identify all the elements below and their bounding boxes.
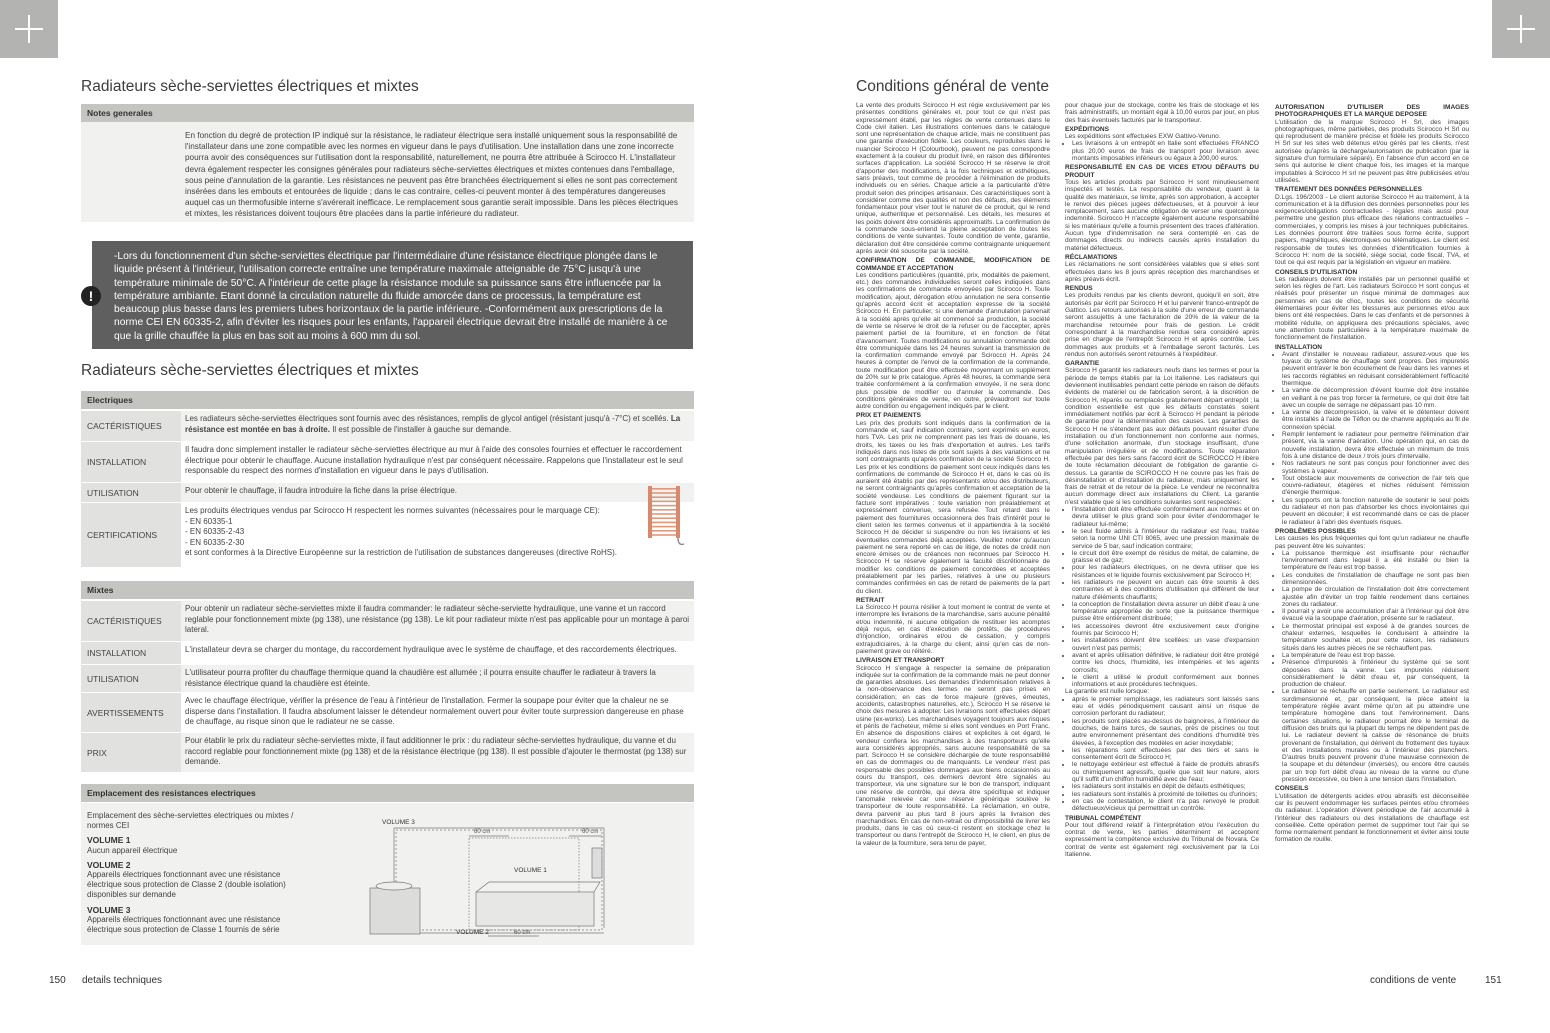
condition-heading: EXPÉDITIONS: [1065, 125, 1110, 133]
spec-row-text-extra: Il est possible de l'installer à gauche sur demande.: [332, 424, 512, 434]
bathtub-rim: [476, 882, 600, 892]
radiator-left-rail: [648, 486, 652, 538]
condition-list-item: • La pompe de circulation de l'installation doit être correctement ajustée afin d'éviter un trop faible rendement dans certaines zones du radiateur.: [1282, 586, 1469, 608]
notes-header: Notes generales: [81, 104, 694, 122]
condition-list-item: • les radiateurs sont installés à proximité de toilettes ou d'urinoirs;: [1072, 791, 1259, 798]
diagram-label-volume-3: VOLUME 3: [382, 819, 415, 826]
spec-row-text-main: L'installateur devra se charger du montage, du raccordement hydraulique avec le système de chauffage, et des raccordements électriques.: [185, 645, 677, 654]
spec-row-text-main: Pour établir le prix du radiateur sèche-serviettes mixte, il faut additionner le prix : du radiateur sèche-serviettes hydraulique, du vanne et du raccord reglable pour fonctionnement mixte (pg 138) et de la résistance électrique (pg 138). Il est possible d'ajouter le thermostat (pg 138) sur demande.: [185, 736, 687, 766]
warning-text: -Lors du fonctionnement d'un sèche-serviettes électrique par l'intermédiaire d'une résistance électrique plongée dans le liquide présent à l'intérieur, l'utilisation correcte entraîne une température maximale atteignable de 75°C jusqu'à une température minimale de 50°C. A l'intérieur de cette plage la résistance module sa puissance sans être influencée par la température ambiante. Etant donné la circulation naturelle du fluide amorcée dans ce processus, la température est beaucoup plus basse dans les premiers tubes horizontaux de la partie inférieure. -Conformément aux prescriptions de la norme CEI EN 60335-2, afin d'éviter les risques pour les enfants, l'appareil électrique devrait être installé de manière à ce que la grille chauffée la plus en bas soit au moins à 600 mm du sol.: [114, 251, 668, 342]
radiator-bar: [652, 513, 676, 515]
condition-heading: RENDUS: [1065, 285, 1093, 293]
condition-list-item: • La puissance thermique est insuffisante pour réchauffer l'environnement dans lequel il a été installé ou bien la température de l'eau est trop basse.: [1282, 550, 1469, 572]
radiator-bar: [652, 522, 676, 524]
volume-3-title: VOLUME 3: [87, 904, 131, 915]
footer-left-page-number: 150: [49, 975, 66, 986]
spec-row-text-main: Les radiateurs sèche-serviettes électriques sont fournis avec des résistances, remplis de glycol antigel (résistant jusqu'à -7°C) et scellés.: [185, 414, 669, 423]
condition-paragraph: L'utilisation de détergents acides et/ou abrasifs est déconseillée car ils peuvent endommager les surfaces peintes et/ou chromées du radiateur. L'opération d'évent périodique de l'air accumulé à l'intérieur des radiateurs ou des installations de chauffage est conseillée. Cette opération permet de supprimer tout l'air qui se forme normalement pendant le fonctionnement et éviter ainsi toute formation de rouille.: [1275, 792, 1469, 844]
condition-heading: AUTORISATION D'UTILISER DES IMAGES PHOTOGRAPHIQUES ET LA MARQUE DEPOSEE: [1275, 104, 1469, 119]
radiator-bar: [652, 501, 676, 503]
radiator-bar: [652, 534, 676, 536]
spec-row-text: [185, 414, 692, 435]
spec-row: [81, 483, 694, 503]
warning-box: [92, 241, 693, 349]
radiator-bar: [652, 530, 676, 532]
volume-2-text: Appareils électriques fonctionnant avec une résistance électrique sous protection de Classe 2 (double isolation) disponibles sur demande: [87, 870, 286, 900]
spec-row-list-item: - EN 60335-2-43: [185, 527, 245, 536]
spec-row-label: INSTALLATION: [81, 642, 181, 664]
conditions-column-2: [1065, 102, 1259, 858]
condition-list-item: • Il pourrait y avoir une accumulation d'air à l'intérieur qui doit être évacué via la soupape d'aération, présente sur le radiateur.: [1282, 608, 1469, 623]
radiator-bar: [652, 492, 676, 494]
corner-plus-tab-right[interactable]: [1492, 0, 1550, 58]
spec-row-label: PRIX: [81, 733, 181, 772]
condition-list-item: • Nos radiateurs ne sont pas conçus pour fonctionner avec des systèmes à vapeur.: [1282, 460, 1469, 475]
diagram-label-volume-1: VOLUME 1: [514, 867, 547, 874]
conditions-column-3: [1275, 102, 1469, 844]
condition-heading: RÉCLAMATIONS: [1065, 253, 1118, 261]
condition-list-item: • le circuit doit être exempt de résidus de métal, de calamine, de graisse et de gaz;: [1072, 550, 1259, 565]
diagram-dim-3: 60 cm: [514, 930, 531, 936]
warning-icon: !: [81, 286, 101, 306]
spec-row-text-bold: La résistance est montée en bas à droite.: [185, 414, 681, 434]
condition-paragraph: Scirocco H garantit les radiateurs neufs dans les termes et pour la période de temps établis par la Loi Italienne. Les radiateurs qui deviennent inutilisables pendant cette période en raison de défauts évidents de matériel ou de fabrication seront, à la discrétion de Scirocco H, réparés ou remplacés gratuitement départ entrepôt ; la condition essentielle est que les défauts constatés soient immédiatement notifiés par écrit à Scirocco H pendant la période de garantie pour la détermination des causes. Les garanties de Scirocco H ne s'étendent pas aux défauts pouvant résulter d'une installation ou d'un fonctionnement non conforme aux normes, d'une sollicitation anormale, d'un stockage insuffisant, d'une manipulation irrégulière et de modifications. Toute réparation effectuée par des tiers sans l'accord écrit de SCIROCCO H libère de toute réclamation découlant de l'obligation de garantie ci-dessus. La garantie de SCIROCCO H ne couvre pas les frais de désinstallation et d'installation du radiateur, mais uniquement les frais de retrait et de retour de la pièce. Le vendeur ne reconnaîtra aucun dommage direct aux installations du Client. La garantie n'est valable que si les conditions suivantes sont respectées:: [1065, 367, 1259, 506]
condition-paragraph: L'utilisation de la marque Scirocco H Srl, des images photographiques, même partielles, des produits Scirocco H Srl ou qui reproduisent de manière précise et fidèle les produits Scirocco H Srl sur les sites web détenus et/ou gérés par les clients, n'est autorisée qu'après la décharge/autorisation de publication (par la signature d'un formulaire séparé). En l'absence d'un accord en ce sens qui autorise le client chaque fois, les images et la marque imputables à Scirocco H srl ne peuvent pas être publicisées et/ou utilisées.: [1275, 118, 1469, 184]
condition-list-item: • La vanne de décompression d'évent fournie doit être installée en veillant à ne pas trop forcer la fermeture, ce qui doit être fait avec un couple de serrage ne dépassant pas 10 mm.: [1282, 387, 1469, 409]
condition-paragraph: Les produits rendus par les clients devront, quoiqu'il en soit, être autorisés par écrit par Scirocco H et lui parvenir franco-entrepôt de Gattico. Les retours autorisés à la suite d'une erreur de commande seront assujettis à une facturation de 20% de la valeur de la marchandise retournée pour frais de gestion. Le crédit correspondant à la marchandise rendue sera considéré après prise en charge de l'entrepôt Scirocco H et après contrôle. Les dommages aux produits et à l'emballage seront facturés. Les rendus non autorisés seront retournés à l'expéditeur.: [1065, 292, 1259, 358]
volume-1-title: VOLUME 1: [87, 835, 131, 846]
footer-left-section: details techniques: [82, 975, 163, 986]
condition-paragraph: Pour tout différend relatif à l'interprétation et/ou l'exécution du contrat de vente, les parties déterminent et acceptent expressément la compétence exclusive du Tribunal de Novara. Ce contrat de vente est également régi exclusivement par la Loi Italienne.: [1065, 821, 1259, 858]
bullet-list: [1065, 506, 1259, 688]
mixtes-header: Mixtes: [81, 581, 694, 599]
condition-list-item: • Présence d'impuretés à l'intérieur du système qui se sont déposées dans la vanne. Les impuretés réduisent considérablement le débit d'eau et, par conséquent, la production de chaleur.: [1282, 659, 1469, 688]
footer-right-page-number: 151: [1485, 975, 1502, 986]
page-title-right: Conditions général de vente: [856, 78, 1050, 95]
condition-list-item: • avant et après utilisation définitive, le radiateur doit être protégé contre les chocs, l'humidité, les intempéries et les agents corrosifs;: [1072, 652, 1259, 674]
radiator-bar: [652, 517, 676, 519]
spec-row-text-main: Les produits électriques vendus par Scirocco H respectent les normes suivantes (nécessaires pour le marquage CE):: [185, 506, 600, 515]
bullet-list: [1275, 351, 1469, 526]
spec-row-text: [185, 736, 692, 768]
radiator-bar: [652, 505, 676, 507]
condition-list-item: • le nettoyage extérieur est effectué à l'aide de produits abrasifs ou chimiquement agressifs, quelle que soit leur nature, alors qu'il suffit d'un chiffon humidifié avec de l'eau;: [1072, 761, 1259, 783]
condition-list-item: • les radiateurs sont installés en dépit de défauts esthétiques;: [1072, 783, 1259, 790]
condition-paragraph: Les radiateurs doivent être installés par un personnel qualifié et selon les règles de l'art. Les radiateurs Scirocco H sont conçus et réalisés pour présenter un risque minimal de dommages aux personnes en cas de choc, toutes les conditions de sécurité élémentaires pour éviter les blessures aux personnes et/ou aux biens ont été respectées. Dans le cas d'enfants et de personnes à mobilité réduite, on appliquera des précautions spéciales, avec une attention toute particulière à la température maximale de fonctionnement de l'installation.: [1275, 275, 1469, 342]
condition-heading: RESPONSABILITÉ EN CAS DE VICES ET/OU DÉFAUTS DU PRODUIT: [1065, 164, 1259, 179]
footer-right-section: conditions de vente: [1370, 975, 1457, 986]
bathtub: [476, 892, 594, 926]
condition-list-item: • La vanne de décompression, la valve et le détenteur doivent être installés à l'aide de Téflon ou de chanvre appliqués au fil de connexion spécial.: [1282, 409, 1469, 431]
condition-list-item: • Remplir lentement le radiateur pour permettre l'élimination d'air présent, via la vanne d'aération. Une opération qui, en cas de nouvelle installation, devra être effectuée un minimum de trois fois à une distance de deux / trois jours d'intervalle.: [1282, 431, 1469, 460]
section-title-electriques: Radiateurs sèche-serviettes électriques et mixtes: [81, 362, 419, 379]
spec-row: [81, 442, 694, 483]
spec-row-text: [185, 506, 692, 559]
condition-heading: GARANTIE: [1065, 360, 1100, 368]
spec-row-label: UTILISATION: [81, 483, 181, 502]
condition-list-item: • après le premier remplissage, les radiateurs sont laissés sans eau et vidés périodiquement causant ainsi un risque de corrosion perforant du radiateur;: [1072, 696, 1259, 718]
spec-row-list-item: - EN 60335-1: [185, 516, 233, 526]
bathroom-volume-diagram: [364, 808, 614, 942]
spec-row-text: [185, 696, 692, 728]
bullet-list: [1065, 696, 1259, 813]
spec-row-label: AVERTISSEMENTS: [81, 693, 181, 732]
condition-list-item: • les réparations sont effectuées par des tiers et sans le consentement écrit de Scirocco H;: [1072, 747, 1259, 762]
spec-row-label: CERTIFICATIONS: [81, 503, 181, 567]
condition-list-item: • Avant d'installer le nouveau radiateur, assurez-vous que les tuyaux du système de chauffage sont propres. Des impuretés peuvent entraver le bon écoulement de l'eau dans les vannes et les raccords réglables en réduisant considérablement l'efficacité thermique.: [1282, 351, 1469, 387]
radiator-bar: [652, 526, 676, 528]
spec-row-text: [185, 604, 692, 636]
spec-row-label: INSTALLATION: [81, 442, 181, 482]
condition-heading: RETRAIT: [856, 596, 885, 604]
diagram-dim-2: 60 cm: [582, 829, 599, 835]
conditions-column-1: [856, 102, 1050, 847]
notes-box: [81, 122, 694, 222]
condition-paragraph: Les causes les plus fréquentes qui font qu'un radiateur ne chauffe pas peuvent être les suivantes:: [1275, 535, 1469, 550]
bullet-list: [1275, 550, 1469, 784]
condition-list-item: • les installations doivent être scellées: un vase d'expansion ouvert n'est pas permis;: [1072, 637, 1259, 652]
bullet-list: [1065, 140, 1259, 162]
corner-plus-tab-left[interactable]: [0, 0, 58, 58]
spec-row: [81, 693, 694, 733]
radiator-bars: [652, 488, 676, 536]
spec-row: [81, 642, 694, 665]
spec-row-label: UTILISATION: [81, 665, 181, 692]
spec-row-text-main: Il faudra donc simplement installer le radiateur sèche-serviettes électrique au mur à l'aide des consoles fournies et effectuer le raccordement électrique pour obtenir le chauffage. Aucune installation hydraulique n'est par conséquent nécessaire. Rappelons que l'installateur est le seul responsable du respect des normes d'installation en vigueur dans le pays d'utilisation.: [185, 445, 683, 475]
spec-row-text: [185, 445, 692, 477]
condition-list-item: • les accessoires devront être exclusivement ceux d'origine fournis par Scirocco H;: [1072, 623, 1259, 638]
condition-paragraph: Les conditions particulières (quantité, prix, modalités de paiement, etc.) des commandes individuelles seront celles indiquées dans les confirmations de commande envoyées par Scirocco H. Toute modification, ajout, dérogation et/ou annulation ne sera consentie qu'après accord écrit et acceptation expresse de la société Scirocco H. En particulier, si une demande d'annulation parvenait à la société après qu'elle ait commencé sa production, la société de vente se réserve le droit de la refuser ou de l'accepter, après paiement partiel de la fourniture, et en fonction de l'état d'avancement. Toutes modifications ou annulation commande doit être communiquée dans les 24 heures suivant la transmission de la confirmation commande envoyé par Scirocco H. Après 24 heures à compter de l'envoi de la confirmation de la commande, toute modification peut être effectuée moyennant un supplément de 20% sur le prix catalogue. Après 48 heures, la commande sera traitée conformément à la confirmation envoyée, il ne sera donc plus possible de modifier ou d'annuler la commande. Des conditions générales de vente, en outre, prévaudront sur toute autre condition ou engagement indiqués par le client.: [856, 271, 1050, 411]
spec-row-list-item: - EN 60335-2-30: [185, 537, 245, 547]
condition-paragraph: pour chaque jour de stockage, contre les frais de stockage et les frais administratifs, un montant égal à 10,00 euros par jour, en plus des frais éventuels facturés par le transporteur.: [1065, 102, 1259, 124]
condition-list-item: • l'installation doit être effectuée conformément aux normes et on devra utiliser le plus grand soin pour éviter d'endommager le radiateur lui-même;: [1072, 506, 1259, 528]
spec-row-text: [185, 645, 692, 656]
towel-radiator-illustration: [642, 484, 688, 548]
condition-heading: LIVRAISON ET TRANSPORT: [856, 657, 945, 665]
condition-paragraph: La vente des produits Scirocco H est régie exclusivement par les présentes conditions générales et, pour tout ce qui n'est pas expressément établi, par les règles de vente contenues dans le Code civil italien. Les illustrations contenues dans le catalogue sont une représentation de chaque article, mais ne constituent pas une garantie d'exécution fidèle. Les couleurs, reproduites dans le nuancier Scirocco H (Colourbook), peuvent ne pas correspondre exactement à la couleur du produit livré, en raison des différentes surfaces d'application. La société Scirocco H se réserve le droit d'apporter des modifications, à la fois techniques et esthétiques, sans préavis, tout comme de procéder à l'élimination de produits individuels ou en séries. Chaque article a la particularité d'être produit selon des principes artisanaux. Ces caractéristiques sont à considérer comme des qualités et non des défauts, des éléments fondamentaux pour viser tout le naturel de ce produit, qui le rend unique, authentique et personnalisé. Les détails, les mesures et les poids doivent être considérés approximatifs. La confirmation de la commande sous-entend la pleine acceptation de toutes les conditions de vente suivantes. Toute condition de vente, garantie, déclaration doit être considérée comme contraignante uniquement après avoir été souscrite par la société.: [856, 102, 1050, 255]
condition-paragraph: Les réclamations ne sont considérées valables que si elles sont effectuées dans les 8 jours après réception des marchandises et après préavis écrit.: [1065, 261, 1259, 283]
radiator-bar: [652, 488, 676, 490]
condition-paragraph: D.Lgs. 196/2003 - Le client autorise Scirocco H au traitement, à la communication et à la diffusion des données personnelles pour les exigences/obligations contractuelles - légales mais aussi pour permettre une gestion plus efficace des relations contractuelles – commerciales, y compris les mises à jour techniques publicitaires. Les données pourront être traitées sous forme écrite, support papiers, magnétiques, électroniques ou télématiques. Le client est responsable de toutes les données d'identification fournies à Scirocco H: nom de la société, siège social, code fiscal, TVA, et tout ce qui est requis par la législation en vigueur en matière.: [1275, 193, 1469, 267]
spec-row: [81, 733, 694, 773]
radiator-cable: [678, 538, 684, 544]
sink-cabinet: [370, 888, 420, 934]
radiator-bar: [652, 496, 676, 498]
condition-list-item: • la conception de l'installation devra assurer un débit d'eau à une température appropriée de sorte que la puissance thermique puisse être entièrement distribuée;: [1072, 601, 1259, 623]
condition-heading: TRAITEMENT DES DONNÉES PERSONNELLES: [1275, 186, 1422, 194]
condition-list-item: • les produits sont placés au-dessus de baignoires, à l'intérieur de douches, de bains turcs, de saunas, près de piscines ou tout autre environnement présentant des conditions d'humidité très élevées, à l'exception des modèles en acier inoxydable;: [1072, 718, 1259, 747]
diagram-label-volume-2: VOLUME 2: [456, 929, 489, 936]
electriques-header: Electriques: [81, 391, 694, 409]
condition-list-item: • Le thermostat principal est exposé à de grandes sources de chaleur externes, lesquelles le conduisent à atteindre la température souhaitée et, pour cette raison, les radiateurs situés dans les autres pièces ne se réchauffent pas.: [1282, 623, 1469, 652]
volume-1-text: Aucun appareil électrique: [87, 845, 178, 855]
condition-list-item: • les radiateurs ne peuvent en aucun cas être soumis à des contraintes et à des conditions d'utilisation qui diffèrent de leur nature d'éléments chauffants;: [1072, 579, 1259, 601]
radiator-right-rail: [676, 486, 680, 538]
spec-row-label: CACTÉRISTIQUES: [81, 601, 181, 641]
condition-list-item: • La température de l'eau est trop basse.: [1282, 652, 1469, 659]
condition-paragraph: Les prix des produits sont indiqués dans la confirmation de la commande et, sauf indication contraire, sont exprimés en euros, hors TVA. Les prix ne comprennent pas les frais de douane, les droits, les taxes ou les frais d'exportation et autres. Les tarifs indiqués dans nos listes de prix sont sujets à des variations et ne sont contraignants qu'après confirmation de la société Scirocco H. Les prix et les conditions de paiement sont ceux indiqués dans les confirmations de commande de Scirocco H et, dans le cas où ils auraient été établis par des représentants et/ou des distributeurs, ne seront contraignants qu'après confirmation et acceptation de la société vendeuse. Les conditions de paiement figurant sur la facture sont impératives : toute variation non préalablement et expressément convenue, sera refusée. Tout retard dans le paiement des fournitures occasionnera des frais d'intérêt pour le client selon les termes convenus et il appartiendra à la société Scirocco H de décider si suspendre ou non les livraisons et les éventuelles commandes déjà acceptées. Veuillez noter qu'aucun paiement ne sera reporté en cas de litige, de notes de crédit non encore émises ou de créances non reconnues par Scirocco H. Scirocco H se réserve également la faculté discrétionnaire de modifier les conditions de paiement concordées et acceptées préalablement par les parties, relatives à une ou plusieurs commandes confirmées en cas de retard de paiements de la part du client.: [856, 419, 1050, 595]
spec-row-text-main: Pour obtenir un radiateur sèche-serviettes mixte il faudra commander: le radiateur sèche-serviette hydraulique, une vanne et un raccord reglable pour fonctionnement mixte (pg 138), une résistance (pg 138). Le kit pour radiateur mixte n'est pas applicable pour un montage à paroi lateral.: [185, 604, 690, 634]
condition-heading: CONFIRMATION DE COMMANDE, MODIFICATION DE COMMANDE ET ACCEPTATION: [856, 257, 1050, 272]
condition-heading: CONSEILS D'UTILISATION: [1275, 268, 1358, 276]
condition-paragraph: Tous les articles produits par Scirocco H sont minutieusement inspectés et testés. La responsabilité du vendeur, quant à la qualité des matériaux, se limite, après son approbation, à accepter le renvoi des pièces jugées défectueuses, et à pourvoir à leur remplacement, sans aucune obligation de verser une quelconque indemnité. Scirocco H n'accepte également aucune responsabilité si les matériaux qu'elle a fournis présentent des traces d'altération. Aucun type d'indemnisation ne sera contemplé en cas de dommages directs ou indirects causés après installation du matériel défectueux.: [1065, 178, 1259, 252]
condition-paragraph: Les expéditions sont effectuées EXW Gattivo-Veruno.: [1065, 133, 1221, 141]
spec-row: [81, 665, 694, 693]
condition-heading: TRIBUNAL COMPÉTENT: [1065, 814, 1142, 822]
spec-row: [81, 411, 694, 442]
spec-row-text-main: Pour obtenir le chauffage, il faudra introduire la fiche dans la prise électrique.: [185, 486, 458, 495]
spec-row: [81, 503, 694, 568]
condition-heading: PROBLÈMES POSSIBLES: [1275, 527, 1356, 535]
emplacement-intro: Emplacement des sèche-serviettes electriques ou mixtes / normes CEI: [87, 811, 294, 831]
sink-basin: [376, 882, 412, 890]
condition-list-item: • Le radiateur se réchauffe en partie seulement. Le radiateur est surdimensionné et, par conséquent, la pièce atteint la température réglée avant même qu'on ait pu atteindre une température homogène dans tout l'environnement. Dans certaines situations, le radiateur pourrait être le terminal de diffusion des bruits qui la plupart du temps ne dépendent pas de lui. Le radiateur devient la caisse de résonance de bruits provenant de l'installation, qui dérivent du frottement des tuyaux et des installations murales ou à l'intérieur des planchers. D'autres bruits peuvent provenir d'une mauvaise connexion de la soupape et du détendeur (inversés), ou encore être causés par un trop fort débit d'eau au niveau de la vanne ou d'une pression excessive, ou bien à une tension dans l'installation.: [1282, 688, 1469, 783]
volume-3-text: Appareils électriques fonctionnant avec une résistance électrique sous protection de Classe 1 fournis de série: [87, 914, 281, 935]
condition-heading: CONSEILS: [1275, 785, 1309, 793]
condition-paragraph: Scirocco H s'engage à respecter la semaine de préparation indiquée sur la confirmation de la commande mais ne peut donner de garanties absolues. Les demandes d'indemnisation relatives à la non-observance des termes ne seront pas prises en considération; en cas de force majeure (grèves, émeutes, accidents, catastrophes naturelles, etc.), Scirocco H se réserve le choix des mesures à adopter. Les livraisons sont effectuées départ usine (ex-works). Les marchandises voyagent toujours aux risques et périls de l'acheteur, même si elles sont vendues en Port Franc. En absence de dispositions claires et explicites à cet égard, le vendeur confiera les marchandises à des transporteurs qu'elle aura considérés appropriés, sans aucune responsabilité de sa part. Scirocco H se considère déchargée de toute responsabilité en cas de dommages ou de manquants. Le vendeur n'est pas responsable des possibles dommages aux biens occasionnés au cours du transport, ces derniers devront être signalés au transporteur, via une signature sur le bon de transport, indiquant une réserve de contrôle, qui devra être spécifique et indiquer l'anomalie relevée car une réserve générique soulève le transporteur de toute responsabilité. La réclamation, en outre, devra parvenir au plus tard 8 jours après la livraison des marchandises. En cas de non-retrait ou d'impossibilité de livrer les produits, dans le cas où ceux-ci restent en stockage chez le transporteur ou dans l'entrepôt de Scirocco H, le client, en plus de la valeur de la fourniture, sera tenu de payer,: [856, 664, 1050, 847]
condition-list-item: • le seul fluide admis à l'intérieur du radiateur est l'eau, traitée selon la norme UNI CTI 8065, avec une pression maximale de service de 5 bar, sauf indication contraire;: [1072, 528, 1259, 550]
condition-list-item: • Tout obstacle aux mouvements de convection de l'air tels que couvre-radiateur, étagères et niches réduisent l'émission d'énergie thermique.: [1282, 475, 1469, 497]
condition-list-item: • Les supports ont la fonction naturelle de soutenir le seul poids du radiateur et non pas d'absorber les chocs involontaires qui peuvent en découler; il est recommandé dans ce cas de placer le radiateur à l'abri des éventuels risques.: [1282, 497, 1469, 526]
condition-list-item: • Les conduites de l'installation de chauffage ne sont pas bien dimensionnées.: [1282, 572, 1469, 587]
condition-heading: PRIX ET PAIEMENTS: [856, 412, 921, 420]
diagram-dim-1: 60 cm: [474, 829, 491, 835]
condition-heading: INSTALLATION: [1275, 343, 1323, 351]
spec-row: [81, 601, 694, 642]
condition-list-item: • pour les radiateurs électriques, on ne devra utiliser que les résistances et le liquide fournis exclusivement par Scirocco H;: [1072, 564, 1259, 579]
condition-paragraph: La garantie est nulle lorsque:: [1065, 688, 1150, 696]
spec-row-text: [185, 486, 692, 497]
condition-list-item: • le client a utilisé le produit conformément aux bonnes informations et aux procédures techniques.: [1072, 674, 1259, 689]
notes-text: En fonction du degré de protection IP indiqué sur la résistance, le radiateur électrique sera installé uniquement sous la responsabilité de l'installateur dans une zone compatible avec les normes en vigueur dans le pays d'utilisation. Une installation dans une zone incorrecte pourra avoir des conséquences sur l'utilisation dont la responsabilité, naturellement, ne pourra être attribuée à Scirocco H. L'installateur devra également respecter les consignes générales pour radiateurs sèche-serviettes électriques et mixtes contenues dans l'emballage, sous peine d'annulation de la garantie. Les résistances ne peuvent pas être branchées électriquement si elles ne sont pas correctement insérées dans les embouts et entourées de liquide ; dans le cas contraire, celles-ci peuvent monter à des températures dangereuses auquel cas un thermofusible interne s'avérerait inefficace. Le remplacement sous garantie serait impossible. Dans les pièces électriques et mixtes, les résistances doivent toujours être placées dans la partie inférieure du radiateur.: [185, 131, 678, 219]
spec-row-text-main: L'utilisateur pourra profiter du chauffage thermique quand la chaudière est allumée ; il pourra ensuite chauffer le radiateur à travers la résistance électrique quand la chaudière est éteinte.: [185, 668, 656, 688]
spec-row-text: [185, 668, 692, 689]
radiator-bar: [652, 509, 676, 511]
emplacement-header: Emplacement des resistances electriques: [81, 784, 694, 802]
spec-row-text-extra: et sont conformes à la Directive Européenne sur la restriction de l'utilisation de substances dangereuses (directive RoHS).: [185, 548, 617, 557]
condition-paragraph: La Scirocco H pourra résilier à tout moment le contrat de vente et interrompre les livraisons de la marchandise, sans aucune pénalité et/ou indemnité, ni aucune obligation de restituer les acomptes déjà reçus, en cas d'exécution de protêts, de procédures d'injonction, ordinaires et/ou de cessation, y compris extrajudiciaires, à la charge du client, ainsi qu'en cas de non-paiement grave ou réitéré.: [856, 604, 1050, 655]
condition-list-item: • en cas de contestation, le client n'a pas renvoyé le produit défectueux/vicieux qui permettrait un contrôle.: [1072, 798, 1259, 813]
spec-row-text-main: Avec le chauffage électrique, vérifier la présence de l'eau à l'intérieur de l'installation. Fermer la soupape pour éviter que la chaleur ne se disperse dans l'installation. Il faudra absolument laisser le détendeur normalement ouvert pour éviter toute surpression dangereuse en phase de chauffage, au risque sinon que le radiateur ne se casse.: [185, 696, 684, 726]
spec-row-label: CACTÉRISTIQUES: [81, 411, 181, 441]
wall-radiator: [592, 848, 602, 878]
volume-2-title: VOLUME 2: [87, 859, 131, 870]
condition-list-item: • Les livraisons à un entrepôt en Italie sont effectuées FRANCO plus 20,00 euros de frais de transport pour livraison avec montants imposables inférieurs ou égaux à 200,00 euros.: [1072, 140, 1259, 162]
emplacement-text: [87, 811, 312, 935]
page-title-left: Radiateurs sèche-serviettes électriques et mixtes: [81, 78, 419, 95]
